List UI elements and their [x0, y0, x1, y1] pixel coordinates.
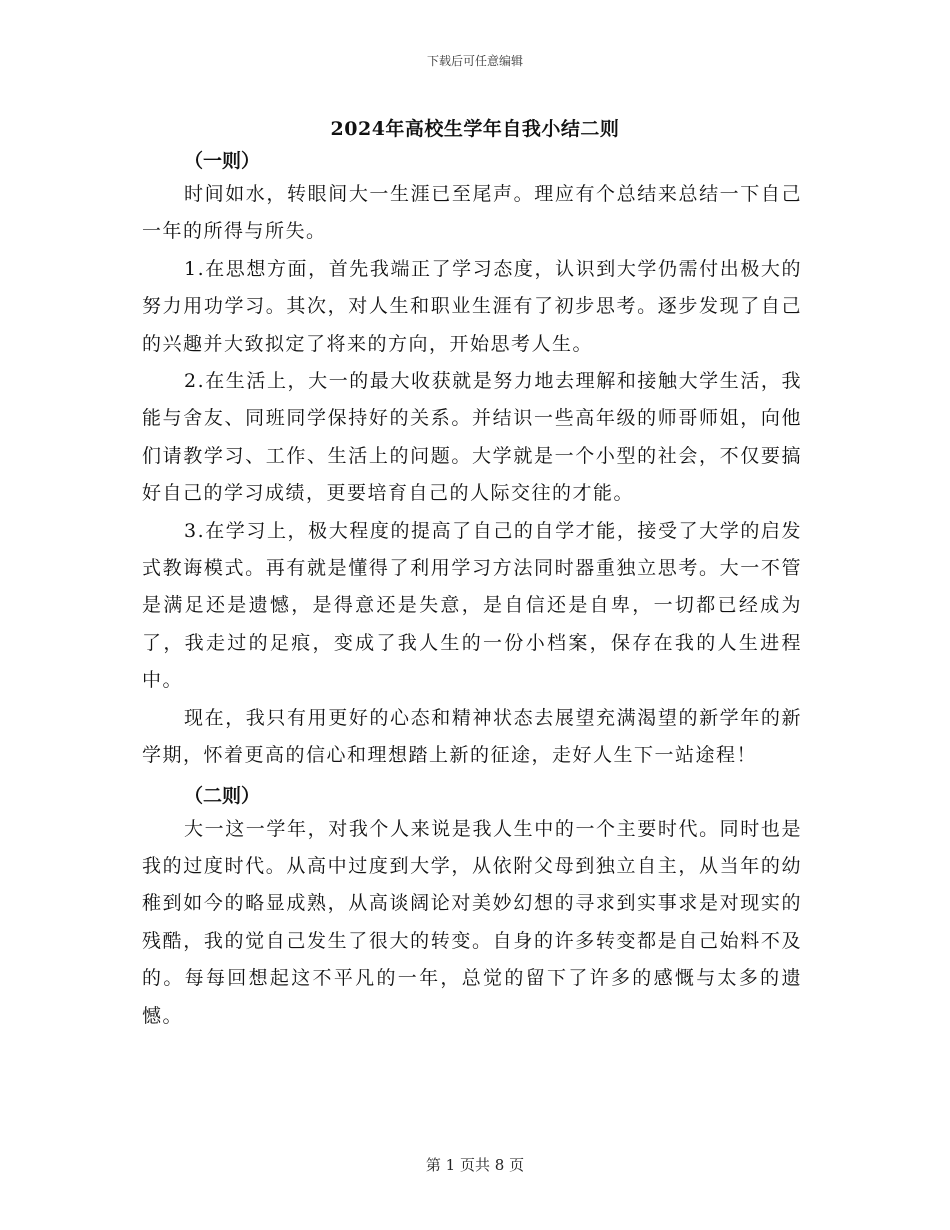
- section-heading: （一则）: [184, 150, 261, 172]
- paragraph: 大一这一学年，对我个人来说是我人生中的一个主要时代。同时也是我的过度时代。从高中过度到大学，从依附父母到独立自主，从当年的幼稚到如今的略显成熟，从高谈阔论对美妙幻想的寻求到实事求是对现实的残酷，我的觉自己发生了很大的转变。自身的许多转变都是自己始料不及的。每每回想起这不平凡的一年，总觉的留下了许多的感慨与太多的遗憾。: [142, 817, 802, 1027]
- paragraph: 时间如水，转眼间大一生涯已至尾声。理应有个总结来总结一下自己一年的所得与所失。: [142, 183, 802, 243]
- page-header: 下载后可任意编辑: [426, 54, 523, 68]
- paragraph: 1.在思想方面，首先我端正了学习态度，认识到大学仍需付出极大的努力用功学习。其次，对人生和职业生涯有了初步思考。逐步发现了自己的兴趣并大致拟定了将来的方向，开始思考人生。: [142, 257, 802, 355]
- paragraph: 2.在生活上，大一的最大收获就是努力地去理解和接触大学生活，我能与舍友、同班同学保持好的关系。并结识一些高年级的师哥师姐，向他们请教学习、工作、生活上的问题。大学就是一个小型的社会，不仅要搞好自己的学习成绩，更要培育自己的人际交往的才能。: [142, 370, 802, 505]
- section-one: [142, 146, 802, 775]
- paragraph: 现在，我只有用更好的心态和精神状态去展望充满渴望的新学年的新学期，怀着更高的信心和理想踏上新的征途，走好人生下一站途程！: [142, 706, 802, 767]
- document-title: 2024年高校生学年自我小结二则: [330, 118, 620, 140]
- page-number: 第 1 页共 8 页: [425, 1156, 525, 1174]
- section-heading: （二则）: [184, 784, 261, 807]
- paragraph: 3.在学习上，极大程度的提高了自己的自学才能，接受了大学的启发式教诲模式。再有就是懂得了利用学习方法同时器重独立思考。大一不管是满足还是遗憾，是得意还是失意，是自信还是自卑，一切都已经成为了，我走过的足痕，变成了我人生的一份小档案，保存在我的人生进程中。: [142, 519, 802, 692]
- document-body: [142, 146, 802, 1035]
- section-two: [142, 781, 802, 1035]
